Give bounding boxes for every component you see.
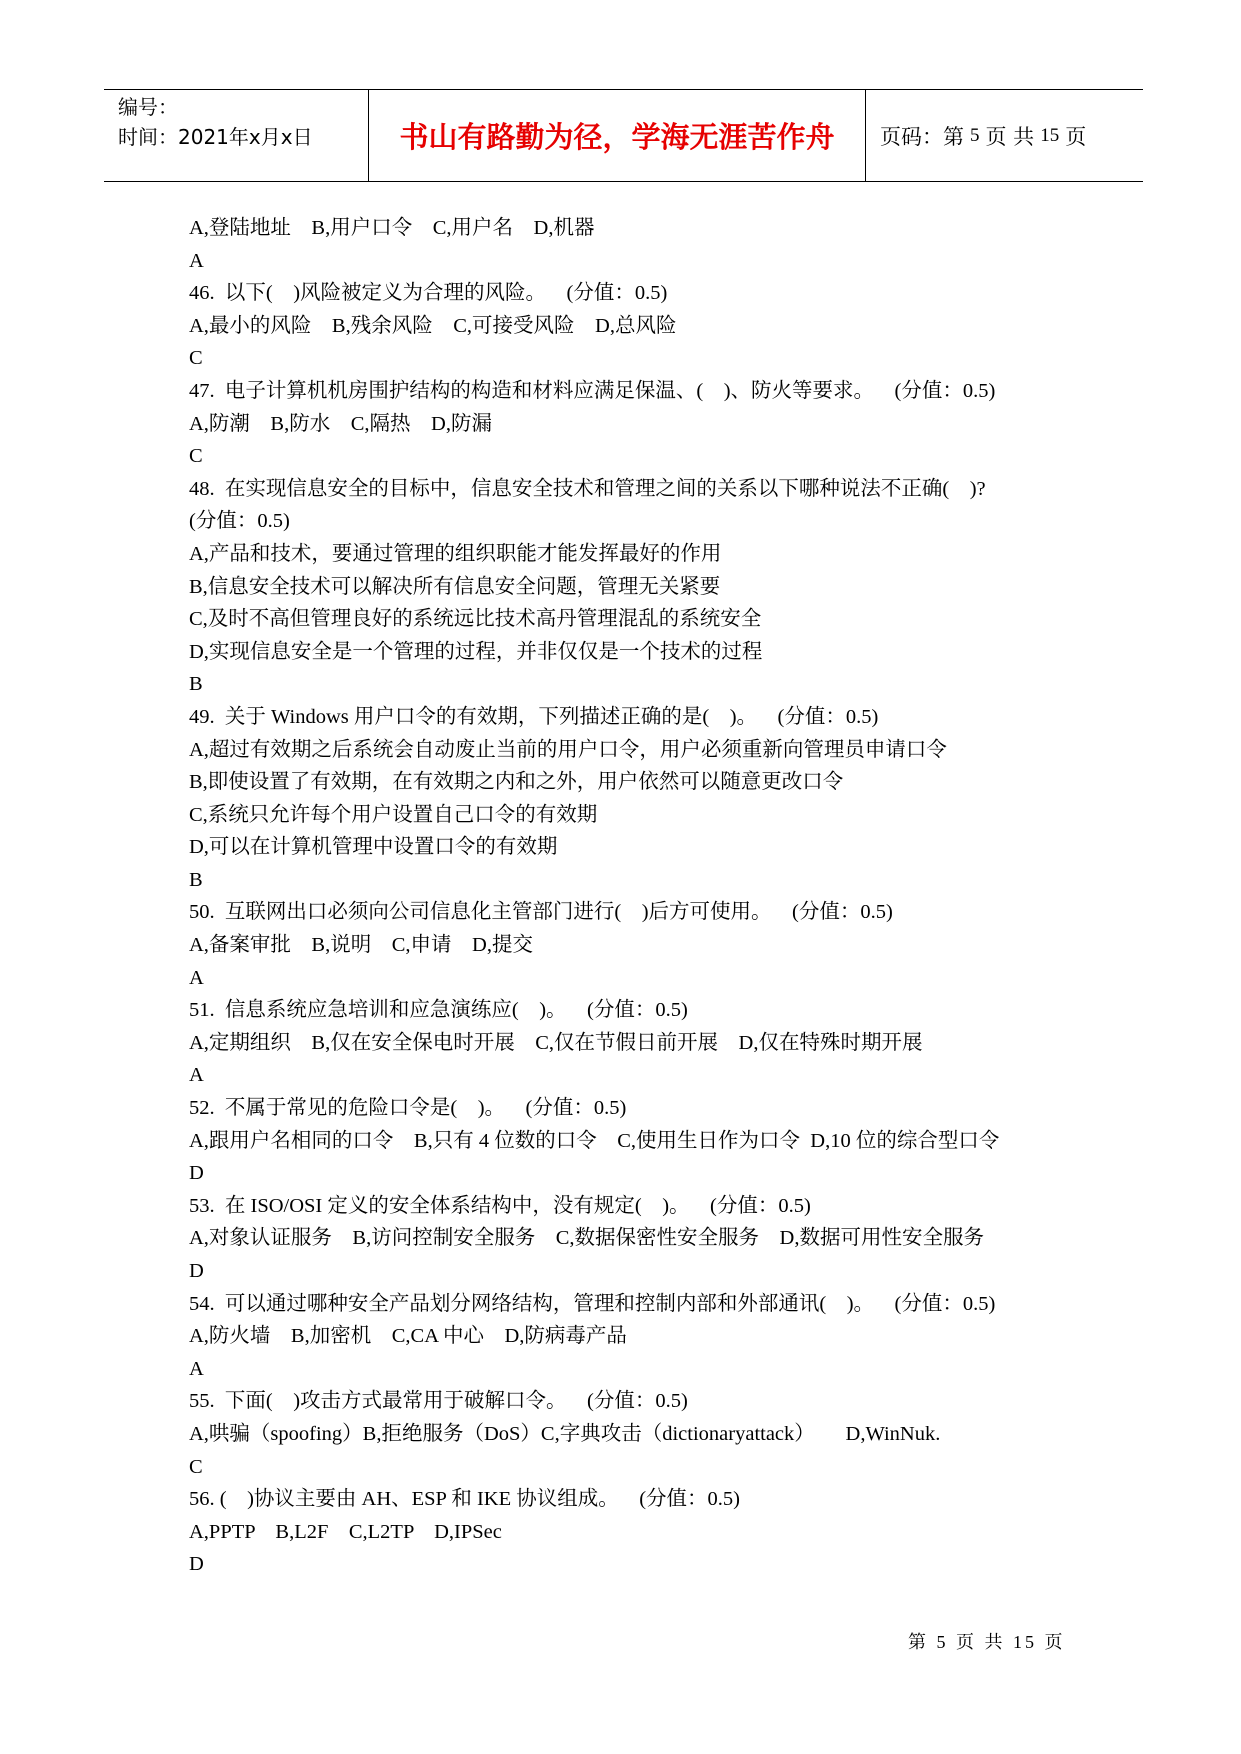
text-line: C	[189, 347, 203, 370]
text-line: 46. 以下( )风险被定义为合理的风险。 (分值：0.5)	[189, 282, 668, 305]
question-list	[189, 212, 1069, 1581]
text-line: 47. 电子计算机机房围护结构的构造和材料应满足保温、( )、防火等要求。 (分值：0.5)	[189, 379, 996, 402]
text-line: B,信息安全技术可以解决所有信息安全问题，管理无关紧要	[189, 575, 721, 598]
text-line: 51. 信息系统应急培训和应急演练应( )。 (分值：0.5)	[189, 999, 688, 1022]
text-line: A	[189, 249, 204, 272]
text-line: A	[189, 1064, 204, 1087]
page-current: 5	[970, 124, 980, 146]
text-line: 52. 不属于常见的危险口令是( )。 (分值：0.5)	[189, 1097, 627, 1120]
text-line: D,可以在计算机管理中设置口令的有效期	[189, 836, 558, 859]
text-line: A,产品和技术，要通过管理的组织职能才能发挥最好的作用	[189, 542, 722, 565]
text-line: A,登陆地址 B,用户口令 C,用户名 D,机器	[189, 217, 595, 239]
page-prefix: 页码：第	[880, 124, 964, 149]
text-line: A,定期组织 B,仅在安全保电时开展 C,仅在节假日前开展 D,仅在特殊时期开展	[189, 1031, 923, 1054]
text-line: A,哄骗（spoofing）B,拒绝服务（DoS）C,字典攻击（dictionaryattack） D,WinNuk.	[189, 1422, 941, 1445]
text-line: B	[189, 673, 203, 696]
text-line: D,实现信息安全是一个管理的过程，并非仅仅是一个技术的过程	[189, 640, 763, 663]
page-header	[104, 89, 1143, 182]
header-motto: 书山有路勤为径，学海无涯苦作舟	[369, 90, 866, 181]
text-line: A,跟用户名相同的口令 B,只有 4 位数的口令 C,使用生日作为口令 D,10 位的综合型口令	[189, 1129, 1000, 1152]
page-middle: 页 共	[985, 124, 1035, 149]
text-line: A,对象认证服务 B,访问控制安全服务 C,数据保密性安全服务 D,数据可用性安全服务	[189, 1227, 984, 1250]
text-line: A,超过有效期之后系统会自动废止当前的用户口令，用户必须重新向管理员申请口令	[189, 738, 947, 761]
text-line: A	[189, 966, 204, 989]
page-footer: 第 5 页 共 15 页	[908, 1632, 1066, 1652]
text-line: C,系统只允许每个用户设置自己口令的有效期	[189, 803, 598, 826]
text-line: C	[189, 1455, 203, 1478]
text-line: 53. 在 ISO/OSI 定义的安全体系结构中，没有规定( )。 (分值：0.5)	[189, 1194, 811, 1217]
text-line: A,PPTP B,L2F C,L2TP D,IPSec	[189, 1520, 502, 1543]
text-line: D	[189, 1162, 204, 1185]
text-line: 55. 下面( )攻击方式最常用于破解口令。 (分值：0.5)	[189, 1390, 688, 1413]
text-line: C	[189, 445, 203, 468]
text-line: B,即使设置了有效期，在有效期之内和之外，用户依然可以随意更改口令	[189, 771, 844, 794]
page-total: 15	[1040, 124, 1060, 146]
text-line: 54. 可以通过哪种安全产品划分网络结构，管理和控制内部和外部通讯( )。 (分值：0.5)	[189, 1292, 996, 1315]
text-line: (分值：0.5)	[189, 510, 290, 533]
text-line: A,防火墙 B,加密机 C,CA 中心 D,防病毒产品	[189, 1325, 627, 1348]
text-line: 56. ( )协议主要由 AH、ESP 和 IKE 协议组成。 (分值：0.5)	[189, 1488, 741, 1511]
text-line: A	[189, 1357, 204, 1380]
text-line: B	[189, 868, 203, 891]
text-line: A,最小的风险 B,残余风险 C,可接受风险 D,总风险	[189, 314, 677, 337]
text-line: D	[189, 1553, 204, 1576]
text-line: A,防潮 B,防水 C,隔热 D,防漏	[189, 412, 492, 435]
text-line: 50. 互联网出口必须向公司信息化主管部门进行( )后方可使用。 (分值：0.5)	[189, 901, 893, 924]
text-line: D	[189, 1260, 204, 1282]
text-line: 49. 关于 Windows 用户口令的有效期，下列描述正确的是( )。 (分值：0.5)	[189, 705, 879, 728]
text-line: 48. 在实现信息安全的目标中，信息安全技术和管理之间的关系以下哪种说法不正确( )?	[189, 477, 986, 500]
text-line: A,备案审批 B,说明 C,申请 D,提交	[189, 934, 533, 957]
header-info	[104, 90, 369, 181]
text-line: C,及时不高但管理良好的系统远比技术高丹管理混乱的系统安全	[189, 608, 762, 631]
number-label: 编号：	[118, 95, 178, 119]
page-suffix: 页	[1065, 124, 1087, 149]
header-page-info	[866, 90, 1143, 181]
time-label: 时间：2021年x月x日	[118, 125, 313, 149]
